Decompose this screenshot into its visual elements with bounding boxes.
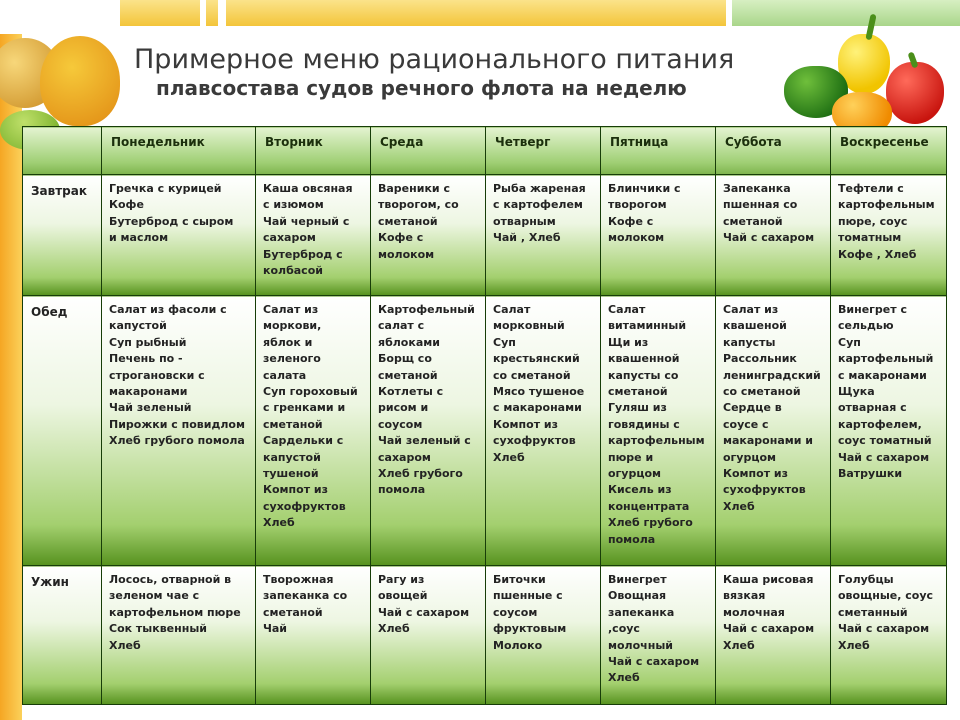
menu-item-line: Рагу из — [378, 573, 425, 586]
menu-item-line: с картофелем — [493, 198, 583, 212]
table-row — [23, 566, 947, 705]
day-header: Среда — [371, 127, 486, 175]
menu-item-line: с гренками и — [263, 401, 346, 415]
menu-cell — [831, 175, 947, 296]
menu-item-line: молоком — [378, 247, 435, 261]
menu-cell — [831, 296, 947, 566]
menu-item-line: Хлеб — [263, 516, 295, 530]
menu-item-line: Суп — [838, 335, 861, 349]
menu-item-line: помола — [608, 532, 656, 546]
menu-cell — [102, 175, 256, 296]
menu-item-line: Молоко — [493, 638, 543, 652]
menu-item-line: молочная — [723, 605, 785, 619]
menu-item-line: Компот из — [493, 417, 559, 431]
menu-item-line: Кофе — [109, 198, 144, 212]
menu-table — [22, 126, 947, 705]
menu-item-line: Вареники с — [378, 182, 450, 195]
menu-item-line: с изюмом — [263, 198, 324, 212]
menu-item-line: запеканка со — [263, 589, 348, 603]
menu-item-line: Салат — [608, 303, 646, 316]
menu-item-line: сахаром — [263, 231, 316, 245]
menu-item-line: Хлеб — [378, 622, 410, 636]
menu-item-line: сухофруктов — [723, 483, 806, 497]
menu-item-line: ленинградский — [723, 368, 821, 382]
page-subtitle: плавсостава судов речного флота на неделю — [156, 76, 687, 100]
menu-item-line: картофельным — [838, 198, 935, 212]
menu-item-line: салат с — [378, 319, 425, 333]
menu-item-line: Суп рыбный — [109, 335, 187, 349]
menu-cell — [601, 296, 716, 566]
menu-item-line: Салат из фасоли с — [109, 303, 227, 316]
menu-item-line: с макаронами — [493, 401, 582, 415]
menu-item-line: строгановски с — [109, 368, 205, 382]
menu-item-line: Салат из — [723, 303, 779, 316]
menu-item-line: Каша овсяная — [263, 182, 353, 195]
menu-cell — [256, 175, 371, 296]
menu-item-line: отварная с — [838, 401, 907, 415]
menu-item-line: сухофруктов — [493, 434, 576, 448]
menu-cell — [102, 296, 256, 566]
menu-item-line: Салат из — [263, 303, 319, 316]
table-row — [23, 175, 947, 296]
menu-item-line: Чай с сахаром — [723, 622, 815, 636]
menu-item-line: Лосось, отварной в — [109, 573, 232, 586]
menu-item-line: Чай зеленый с — [378, 434, 471, 448]
menu-item-line: с макаронами — [838, 368, 927, 382]
menu-item-line: Кофе с — [608, 214, 654, 228]
day-header: Суббота — [716, 127, 831, 175]
menu-item-line: Хлеб — [608, 671, 640, 685]
menu-item-line: яблок и — [263, 335, 313, 349]
menu-cell — [831, 566, 947, 705]
menu-item-line: Кофе , Хлеб — [838, 247, 917, 261]
menu-item-line: со сметаной — [723, 385, 801, 399]
decor-stripe — [206, 0, 218, 26]
menu-item-line: сметаной — [608, 385, 668, 399]
menu-item-line: сметаной — [378, 214, 438, 228]
menu-item-line: зеленом чае с — [109, 589, 200, 603]
menu-item-line: сахаром — [378, 450, 431, 464]
menu-item-line: крестьянский — [493, 352, 580, 366]
meal-label: Завтрак — [23, 175, 102, 296]
menu-item-line: Биточки — [493, 573, 546, 586]
menu-item-line: соусом — [493, 605, 538, 619]
menu-item-line: огурцом — [608, 467, 662, 481]
menu-item-line: вязкая — [723, 589, 766, 603]
title-block — [120, 34, 840, 126]
menu-item-line: молоком — [608, 231, 665, 245]
menu-item-line: рисом и — [378, 401, 429, 415]
menu-item-line: капусты со — [608, 368, 679, 382]
menu-item-line: Щи из — [608, 335, 649, 349]
menu-item-line: картофелем, — [838, 417, 922, 431]
menu-item-line: Хлеб — [723, 638, 755, 652]
menu-item-line: витаминный — [608, 319, 687, 333]
menu-item-line: овощные, соус — [838, 589, 934, 603]
menu-cell — [102, 566, 256, 705]
menu-item-line: Сердце в — [723, 401, 782, 415]
menu-item-line: пшенная со — [723, 198, 798, 212]
menu-item-line: пюре и — [608, 450, 654, 464]
menu-item-line: Голубцы — [838, 573, 894, 586]
menu-item-line: макаронами и — [723, 434, 813, 448]
menu-item-line: зеленого — [263, 352, 321, 366]
menu-item-line: Печень по - — [109, 352, 183, 366]
menu-item-line: Кисель из — [608, 483, 672, 497]
menu-item-line: Овощная — [608, 589, 667, 603]
menu-cell — [601, 566, 716, 705]
menu-item-line: картофельным — [608, 434, 705, 448]
menu-item-line: яблоками — [378, 335, 440, 349]
menu-item-line: макаронами — [109, 385, 188, 399]
menu-item-line: и маслом — [109, 231, 169, 245]
menu-item-line: Щука — [838, 385, 875, 399]
menu-cell — [716, 175, 831, 296]
menu-item-line: Мясо тушеное — [493, 385, 585, 399]
page-title: Примерное меню рационального питания — [134, 44, 735, 75]
menu-item-line: Чай зеленый — [109, 401, 192, 415]
menu-item-line: Рыба жареная — [493, 182, 586, 195]
menu-item-line: соус томатный — [838, 434, 932, 448]
menu-item-line: Чай с сахаром — [723, 231, 815, 245]
menu-item-line: творогом, со — [378, 198, 459, 212]
menu-item-line: отварным — [493, 214, 556, 228]
menu-item-line: Ватрушки — [838, 467, 903, 481]
menu-item-line: Чай с сахаром — [608, 655, 700, 669]
menu-item-line: Блинчики с — [608, 182, 681, 195]
menu-item-line: моркови, — [263, 319, 322, 333]
menu-item-line: Хлеб — [838, 638, 870, 652]
menu-cell — [371, 296, 486, 566]
menu-item-line: Суп — [493, 335, 516, 349]
menu-item-line: Картофельный — [378, 303, 475, 316]
menu-item-line: тушеной — [263, 467, 319, 481]
menu-cell — [371, 175, 486, 296]
menu-item-line: Гречка с курицей — [109, 182, 222, 195]
menu-item-line: со сметаной — [493, 368, 571, 382]
menu-item-line: Запеканка — [723, 182, 791, 195]
meal-label: Обед — [23, 296, 102, 566]
menu-item-line: Чай с сахаром — [378, 605, 470, 619]
menu-item-line: Тефтели с — [838, 182, 904, 195]
menu-item-line: Хлеб — [493, 450, 525, 464]
menu-item-line: капустой — [109, 319, 167, 333]
menu-item-line: Хлеб грубого — [608, 516, 693, 530]
menu-item-line: Сардельки с — [263, 434, 344, 448]
day-header: Вторник — [256, 127, 371, 175]
menu-item-line: сметанный — [838, 605, 908, 619]
menu-item-line: пшенные с — [493, 589, 563, 603]
menu-item-line: Хлеб — [109, 638, 141, 652]
day-header: Четверг — [486, 127, 601, 175]
menu-item-line: сметаной — [263, 605, 323, 619]
menu-item-line: Сок тыквенный — [109, 622, 207, 636]
menu-item-line: Компот из — [723, 467, 789, 481]
menu-cell — [716, 296, 831, 566]
menu-item-line: запеканка — [608, 605, 675, 619]
menu-item-line: Чай , Хлеб — [493, 231, 561, 245]
table-header-row — [23, 127, 947, 175]
menu-item-line: Хлеб грубого помола — [109, 434, 245, 448]
decor-stripe — [732, 0, 960, 26]
menu-item-line: морковный — [493, 319, 565, 333]
menu-item-line: Каша рисовая — [723, 573, 814, 586]
menu-item-line: сметаной — [723, 214, 783, 228]
menu-item-line: картофельном пюре — [109, 605, 241, 619]
menu-item-line: Чай — [263, 622, 288, 636]
menu-item-line: помола — [378, 483, 426, 497]
menu-item-line: капустой — [263, 450, 321, 464]
menu-item-line: Чай черный с — [263, 214, 350, 228]
menu-item-line: сельдью — [838, 319, 894, 333]
decor-stripe — [226, 0, 726, 26]
menu-item-line: квашеной — [723, 319, 787, 333]
table-corner-cell — [23, 127, 102, 175]
menu-cell — [601, 175, 716, 296]
menu-item-line: Кофе с — [378, 231, 424, 245]
menu-item-line: Хлеб — [723, 499, 755, 513]
menu-item-line: Борщ со — [378, 352, 432, 366]
day-header: Понедельник — [102, 127, 256, 175]
menu-item-line: Винегрет с — [838, 303, 907, 316]
menu-cell — [256, 296, 371, 566]
menu-cell — [256, 566, 371, 705]
menu-item-line: овощей — [378, 589, 428, 603]
decor-stripe — [120, 0, 200, 26]
menu-item-line: картофельный — [838, 352, 934, 366]
menu-item-line: сметаной — [378, 368, 438, 382]
menu-item-line: Чай с сахаром — [838, 450, 930, 464]
menu-item-line: соусом — [378, 417, 423, 431]
menu-item-line: сметаной — [263, 417, 323, 431]
menu-cell — [486, 296, 601, 566]
day-header: Пятница — [601, 127, 716, 175]
menu-item-line: соусе с — [723, 417, 769, 431]
red-pepper-image — [886, 62, 944, 124]
menu-item-line: Рассольник — [723, 352, 797, 366]
menu-item-line: Чай с сахаром — [838, 622, 930, 636]
menu-item-line: томатным — [838, 231, 902, 245]
menu-item-line: Пирожки с повидлом — [109, 417, 245, 431]
day-header: Воскресенье — [831, 127, 947, 175]
menu-item-line: капусты — [723, 335, 776, 349]
menu-cell — [371, 566, 486, 705]
menu-item-line: Творожная — [263, 573, 334, 586]
menu-item-line: салата — [263, 368, 307, 382]
meal-label: Ужин — [23, 566, 102, 705]
table-row — [23, 296, 947, 566]
fruit-image — [40, 36, 120, 126]
menu-cell — [486, 175, 601, 296]
menu-item-line: творогом — [608, 198, 667, 212]
menu-item-line: пюре, соус — [838, 214, 908, 228]
menu-item-line: сухофруктов — [263, 499, 346, 513]
menu-item-line: колбасой — [263, 264, 323, 278]
menu-cell — [716, 566, 831, 705]
menu-item-line: Суп гороховый — [263, 385, 358, 399]
menu-item-line: молочный — [608, 638, 673, 652]
menu-item-line: Хлеб грубого — [378, 467, 463, 481]
menu-item-line: огурцом — [723, 450, 777, 464]
menu-item-line: Котлеты с — [378, 385, 444, 399]
menu-item-line: квашенной — [608, 352, 680, 366]
menu-item-line: Компот из — [263, 483, 329, 497]
menu-item-line: говядины с — [608, 417, 680, 431]
menu-item-line: Бутерброд с — [263, 247, 343, 261]
menu-item-line: Винегрет — [608, 573, 667, 586]
menu-item-line: концентрата — [608, 499, 690, 513]
menu-item-line: Гуляш из — [608, 401, 667, 415]
menu-cell — [486, 566, 601, 705]
menu-item-line: Салат — [493, 303, 531, 316]
menu-item-line: Бутерброд с сыром — [109, 214, 234, 228]
menu-item-line: ,соус — [608, 622, 640, 636]
menu-item-line: фруктовым — [493, 622, 567, 636]
